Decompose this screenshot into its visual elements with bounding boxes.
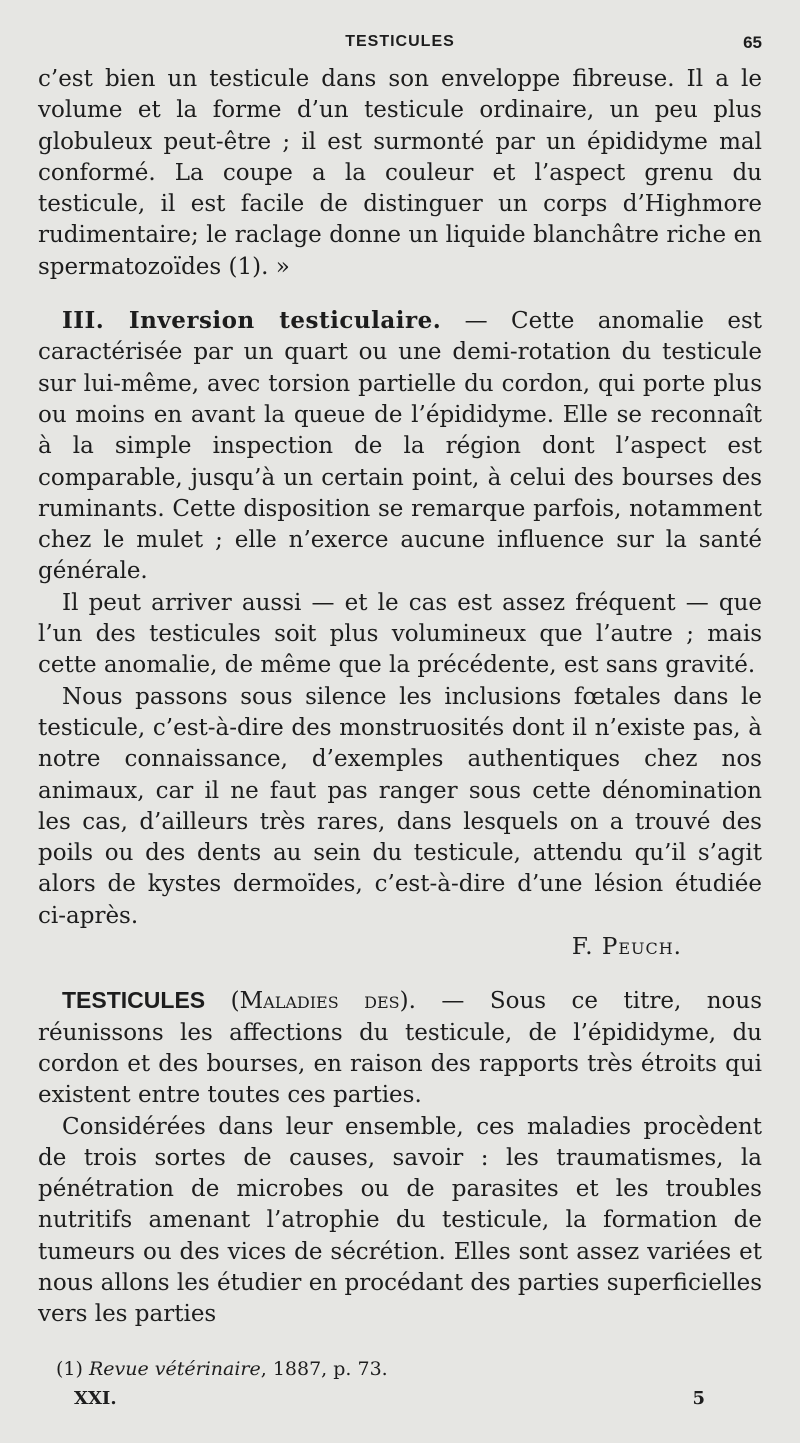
- paragraph-text: Cette anomalie est caractérisée par un quart ou une demi-rotation du testicule sur lui-même, avec torsion partielle du cordon, qui porte plus ou moins en avant la queue de l’épididyme. Elle se reconnaît à la simple inspection de la région dont l’aspect est comparable, jusqu’à un certain point, à celui des bourses des ruminants. Cette disposition se remarque parfois, notamment chez le mulet ; elle n’exerce aucune influence sur la santé générale.: [38, 308, 763, 585]
- section-heading-inversion: III. Inversion testiculaire.: [62, 307, 442, 335]
- author-signature: F. Peuch.: [571, 934, 682, 961]
- paragraph-inclusions: Nous passons sous silence les inclusions fœtales dans le testicule, c’est-à-dire des monstruosités dont il n’existe pas, à notre connaissance, d’exemples authentiques chez nos animaux, car il ne faut pas ranger sous cette dénomination les cas, d’ailleurs très rares, dans lesquels on a trouvé des poils ou des dents au sein du testicule, attendu qu’il s’agit alors de kystes dermoïdes, c’est-à-dire d’une lésion étudiée ci-après.: [38, 683, 762, 929]
- footnote: [56, 1358, 756, 1380]
- signature-mark: XXI.: [74, 1388, 117, 1409]
- paragraph-text: Sous ce titre, nous réunissons les affections du testicule, de l’épididyme, du cordon et des bourses, en raison des rapports très étroits qui existent entre toutes ces parties.: [38, 988, 763, 1109]
- article-heading: TESTICULES: [62, 987, 206, 1014]
- article-subheading: (Maladies des).: [230, 988, 416, 1015]
- footnote-marker: (1): [56, 1358, 89, 1380]
- paragraph-inversion: [38, 305, 762, 588]
- page-body: [38, 64, 762, 1331]
- page-header: [38, 33, 762, 59]
- footnote-source: Revue vétérinaire: [88, 1358, 261, 1380]
- heading-dash: —: [441, 308, 512, 335]
- signature-number: 5: [692, 1388, 705, 1409]
- heading-dash: —: [415, 988, 490, 1015]
- running-title: TESTICULES: [345, 33, 455, 50]
- page-footer: [74, 1388, 705, 1412]
- footnote-detail: , 1887, p. 73.: [260, 1358, 388, 1380]
- paragraph-volume: Il peut arriver aussi — et le cas est assez fréquent — que l’un des testicules soit plus volumineux que l’autre ; mais cette anomalie, de même que la précédente, est sans gravité.: [38, 589, 762, 679]
- page-number: 65: [743, 33, 762, 52]
- paragraph-causes: Considérées dans leur ensemble, ces maladies procèdent de trois sortes de causes, savoir : les traumatismes, la pénétration de microbes ou de parasites et les troubles nutritifs amenant l’atrophie du testicule, la formation de tumeurs ou des vices de sécrétion. Elles sont assez variées et nous allons les étudier en procédant des parties superficielles vers les parties: [38, 1113, 762, 1328]
- paragraph-continuation: c’est bien un testicule dans son enveloppe fibreuse. Il a le volume et la forme d’un testicule ordinaire, un peu plus globuleux peut-être ; il est surmonté par un épididyme mal conformé. La coupe a la couleur et l’aspect grenu du testicule, il est facile de distinguer un corps d’Highmore rudimentaire; le raclage donne un liquide blanchâtre riche en spermatozoïdes (1). »: [38, 66, 762, 280]
- paragraph-maladies: [38, 985, 762, 1111]
